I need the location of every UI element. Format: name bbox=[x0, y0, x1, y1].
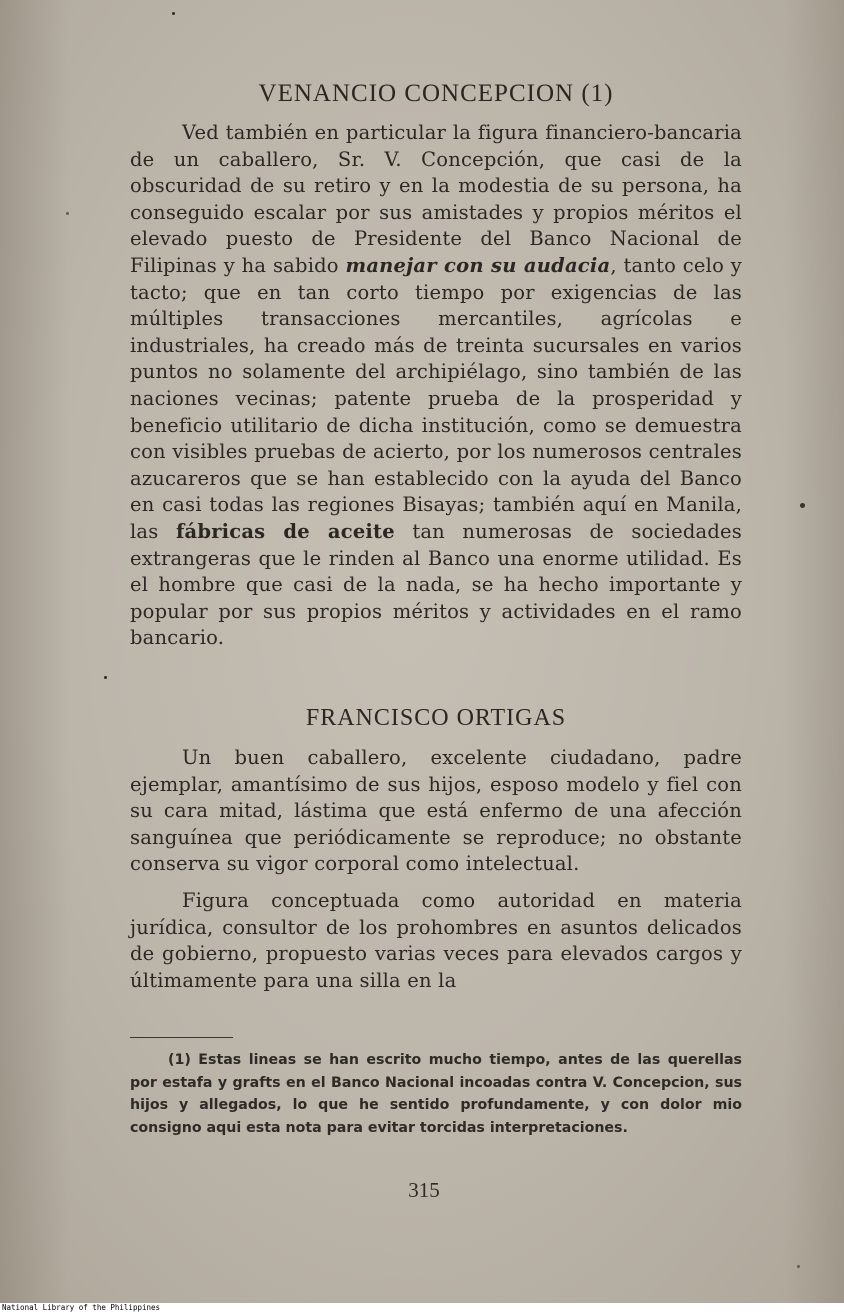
ink-speck bbox=[66, 212, 69, 215]
section-heading-venancio-concepcion: VENANCIO CONCEPCION (1) bbox=[258, 80, 614, 107]
library-credit-strip bbox=[0, 1303, 844, 1313]
page-number: 315 bbox=[408, 1178, 440, 1202]
ink-speck bbox=[172, 12, 175, 15]
section-body-francisco-ortigas bbox=[130, 745, 742, 994]
footnote-divider bbox=[130, 1037, 233, 1038]
library-credit: National Library of the Philippines bbox=[2, 1303, 161, 1312]
paragraph-text: tan numerosas de sociedades extrangeras que le rinden al Banco una enorme utilidad. Es el hombre que casi de la nada, se ha hecho importante y popular por sus propios méritos y actividades en el ramo bancario. bbox=[130, 519, 742, 650]
paragraph-concepcion bbox=[130, 120, 742, 652]
footnote: (1) Estas lineas se han escrito mucho tiempo, antes de las querellas por estafa y grafts en el Banco Nacional incoadas contra V. Concepcion, sus hijos y allegados, lo que he sentido profundamente, y con dolor mio consigno aqui esta nota para evitar torcidas interpretaciones. bbox=[130, 1052, 742, 1136]
section-body-venancio-concepcion bbox=[130, 120, 742, 652]
paragraph-text: Ved también en particular la figura financiero-bancaria de un caballero, Sr. V. Concepción, que casi de la obscuridad de su retiro y en la modestia de su persona, ha conseguido escalar por sus amistades y propios méritos el elevado puesto de Presidente del Banco Nacional de Filipinas y ha sabido bbox=[130, 121, 742, 277]
emphasis-text: manejar con su audacia bbox=[345, 253, 611, 277]
ink-speck bbox=[104, 676, 107, 679]
section-heading-francisco-ortigas: FRANCISCO ORTIGAS bbox=[305, 705, 567, 731]
paragraph-ortigas-1: Un buen caballero, excelente ciudadano, padre ejemplar, amantísimo de sus hijos, esposo modelo y fiel con su cara mitad, lástima que está enfermo de una afección sanguínea que periódicamente se reproduce; no obstante conserva su vigor corporal como intelectual. bbox=[130, 746, 742, 876]
bold-text: fábricas de aceite bbox=[175, 519, 395, 543]
ink-speck bbox=[797, 1265, 800, 1268]
paragraph-ortigas-2: Figura conceptuada como autoridad en materia jurídica, consultor de los prohombres en asuntos delicados de gobierno, propuesto varias veces para elevados cargos y últimamente para una silla en la bbox=[130, 888, 742, 992]
ink-speck bbox=[800, 503, 805, 508]
paragraph-text: , tanto celo y tacto; que en tan corto tiempo por exigencias de las múltiples transacciones mercantiles, agrícolas e industriales, ha creado más de treinta sucursales en varios puntos no solamente del archipiélago, sino también de las naciones vecinas; patente prueba de la prosperidad y beneficio utilitario de dicha institución, como se demuestra con visibles pruebas de acierto, por los numerosos centrales azucareros que se han establecido con la ayuda del Banco en casi todas las regiones Bisayas; también aquí en Manila, las bbox=[130, 253, 742, 543]
